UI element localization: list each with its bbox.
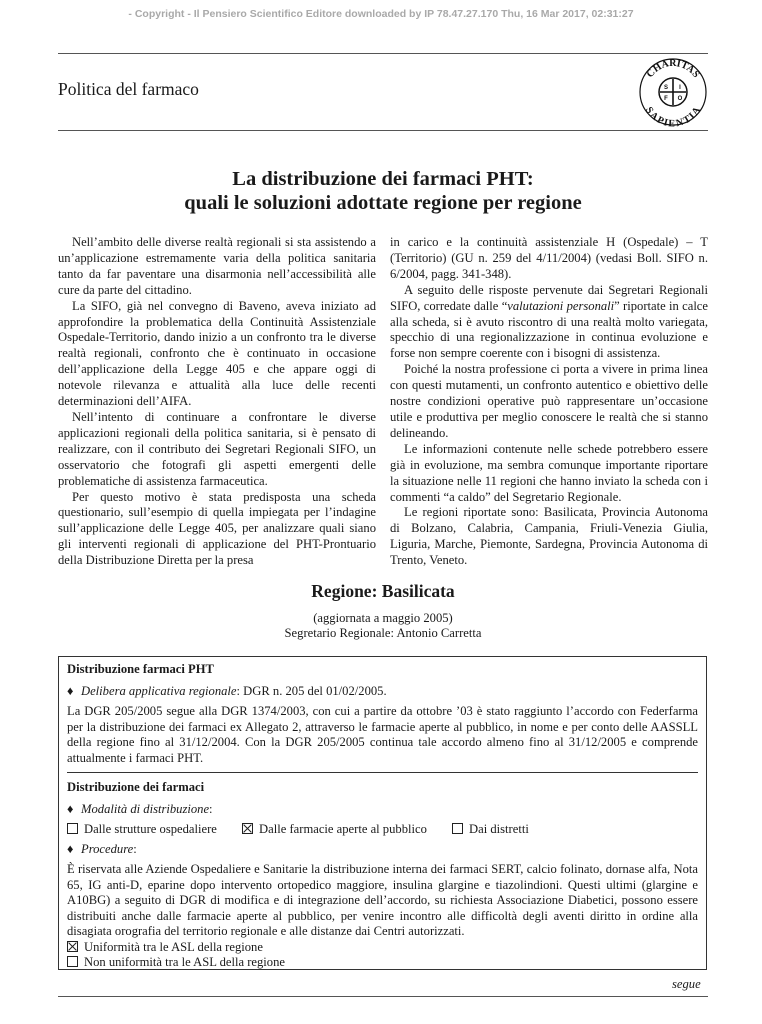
svg-text:CHARITAS: CHARITAS — [644, 57, 702, 80]
svg-text:SAPIENTIA: SAPIENTIA — [642, 105, 703, 127]
body-column-right — [390, 235, 708, 569]
svg-text:I: I — [679, 85, 681, 91]
sifo-logo — [638, 57, 708, 127]
option-districts: Dai distretti — [452, 822, 529, 838]
box-section-title: Distribuzione farmaci PHT — [67, 662, 214, 676]
svg-text:O: O — [677, 96, 683, 102]
svg-text:S: S — [663, 85, 669, 91]
region-subtitle — [58, 611, 708, 641]
modalita-label: Modalità di distribuzione — [81, 801, 210, 816]
procedure-line: ♦ Procedure: — [67, 841, 137, 856]
option-hospital: Dalle strutture ospedaliere — [67, 822, 217, 838]
option-pharmacies: Dalle farmacie aperte al pubblico — [242, 822, 427, 838]
delibera-value: : DGR n. 205 del 01/02/2005. — [236, 683, 387, 698]
checkbox-checked-icon — [242, 823, 253, 834]
body-paragraph: La SIFO, già nel convegno di Baveno, aveva iniziato ad approfondire la problematica della Continuità Assistenziale Ospedale-Territorio, dando inizio a un confronto tra le diverse realtà regionali, confronto che è continuato in occasione dell’applicazione della Legge 405 e che appare oggi di notevole rilevanza e attualità alla luce delle recenti determinazioni dell’AIFA. — [58, 298, 376, 409]
diamond-bullet-icon: ♦ — [67, 801, 74, 816]
section-title: Politica del farmaco — [58, 79, 199, 99]
body-paragraph: Nell’intento di continuare a confrontare le diverse applicazioni regionali della politica sanitaria, si è pensato di realizzare, con il contributo dei Segretari Regionali SIFO, un osservatorio che fotografi gli aspetti emergenti delle problematiche di assistenza farmaceutica. — [58, 409, 376, 488]
diamond-bullet-icon: ♦ — [67, 841, 74, 856]
body-paragraph: Per questo motivo è stata predisposta una scheda questionario, sull’esempio di quella impiegata per l’indagine sull’applicazione delle Legge 405, per analizzare quali siano gli interventi regionali di applicazione del PHT-Prontuario della Distribuzione Diretta per la presa — [58, 489, 376, 568]
article-title — [58, 167, 708, 215]
diamond-bullet-icon: ♦ — [67, 683, 74, 698]
checkbox-unchecked-icon — [452, 823, 463, 834]
header-bottom-rule — [58, 130, 708, 131]
body-paragraph: Le informazioni contenute nelle schede potrebbero essere già in evoluzione, ma sembra comunque importante riportare la situazione nelle 11 regioni che hanno inviato la scheda con i commenti “a caldo” del Segretario Regionale. — [390, 441, 708, 504]
emphasis-text: valutazioni personali — [507, 298, 615, 313]
region-title: Regione: Basilicata — [311, 581, 455, 601]
box-paragraph: È riservata alle Aziende Ospedaliere e Sanitarie la distribuzione interna dei farmaci SERT, calcio folinato, dornase alfa, Nota 65, IG anti-D, eparine dopo intervento ortopedico maggiore, insulina glargine e tiazolindioni. Questi ultimi (glargine e A10BG) a seguito di DGR di modifica e di integrazione dell’accordo, su richiesta Associazione Diabetici, possono essere distribuiti anche dalle farmacie aperte al pubblico, per venire incontro alle difficoltà degli aventi diritto in ordine alla disagiata orografia del territorio regionale e alle distanze dai Centri autorizzati. — [67, 862, 698, 938]
region-info-box — [58, 656, 707, 970]
article-title-line2: quali le soluzioni adottate regione per regione — [184, 192, 582, 214]
checkbox-checked-icon — [67, 941, 78, 952]
delibera-label: Delibera applicativa regionale — [81, 683, 237, 698]
body-paragraph: Le regioni riportate sono: Basilicata, Provincia Autonoma di Bolzano, Calabria, Campania, Friuli-Venezia Giulia, Liguria, Marche, Piemonte, Sardegna, Provincia Autonoma di Trento, Veneto. — [390, 505, 708, 568]
continued-label: segue — [672, 977, 701, 991]
delibera-line — [67, 684, 698, 700]
footer-rule — [58, 996, 708, 997]
uniformity-option: Uniformità tra le ASL della regione — [67, 940, 698, 956]
region-updated: (aggiornata a maggio 2005) — [313, 611, 453, 625]
body-paragraph: Nell’ambito delle diverse realtà regionali si sta assistendo a un’applicazione estremamente varia della politica sanitaria tanto da far paventare una disarmonia nell’accessibilità alle cure da parte del cittadino. — [58, 235, 376, 297]
top-rule — [58, 53, 708, 54]
svg-text:F: F — [664, 96, 668, 102]
box-divider — [67, 772, 698, 773]
checkbox-unchecked-icon — [67, 956, 78, 967]
checkbox-unchecked-icon — [67, 823, 78, 834]
copyright-notice: - Copyright - Il Pensiero Scientifico Editore downloaded by IP 78.47.27.170 Thu, 16 Mar 2017, 02:31:27 — [128, 8, 634, 20]
body-column-left — [58, 235, 376, 569]
body-paragraph: A seguito delle risposte pervenute dai Segretari Regionali SIFO, corredate dalle “valutazioni personali” riportate in calce alla scheda, si è avuto riscontro di una realtà molto variegata, specchio di una regionalizzazione in continua evoluzione e forse non sempre coerente con i bisogni di assistenza. — [390, 282, 708, 361]
modalita-line: ♦ Modalità di distribuzione: — [67, 801, 213, 816]
non-uniformity-option: Non uniformità tra le ASL della regione — [67, 955, 698, 971]
box-paragraph: La DGR 205/2005 segue alla DGR 1374/2003, con cui a partire da ottobre ’03 è stato raggiunto l’accordo con Federfarma per la distribuzione dei farmaci ex Allegato 2, attraverso le farmacie aperte al pubblico, in nome e per conto delle AASSLL della regione fino al 31/12/2004. Con la DGR 205/2005 continua tale accordo almeno fino al 31/12/2005 e comprende attualmente i farmaci PHT. — [67, 704, 698, 765]
procedure-label: Procedure — [81, 841, 134, 856]
body-paragraph: in carico e la continuità assistenziale H (Ospedale) – T (Territorio) (GU n. 259 del 4/11/2004) (vedasi Boll. SIFO n. 6/2004, pagg. 341-348). — [390, 235, 708, 281]
region-secretary: Segretario Regionale: Antonio Carretta — [284, 626, 482, 640]
body-paragraph: Poiché la nostra professione ci porta a vivere in prima linea con questi mutamenti, un confronto autentico e obiettivo delle nostre condizioni operative può rappresentare un’occasione utile e produttiva per meglio conoscere le realtà che si stanno delineando. — [390, 362, 708, 440]
box-section-title: Distribuzione dei farmaci — [67, 780, 205, 794]
distribution-options — [67, 822, 698, 838]
article-title-line1: La distribuzione dei farmaci PHT: — [232, 168, 534, 190]
